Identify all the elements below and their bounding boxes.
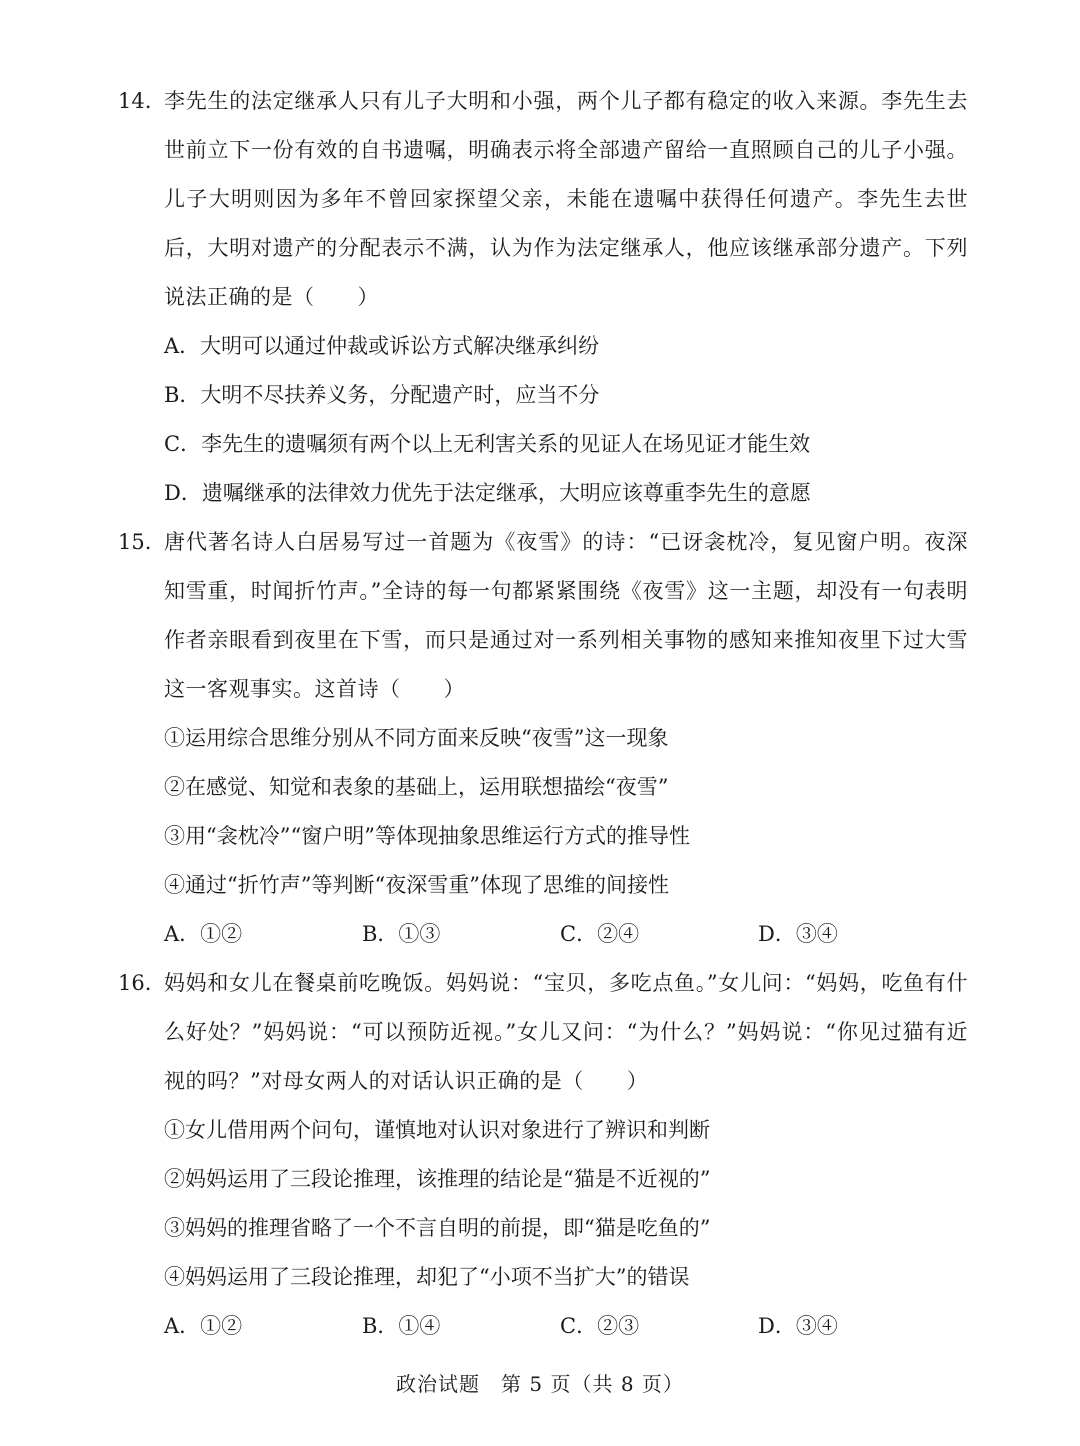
question-stem: 李先生的法定继承人只有儿子大明和小强，两个儿子都有稳定的收入来源。李先生去世前立下一份有效的自书遗嘱，明确表示将全部遗产留给一直照顾自己的儿子小强。儿子大明则因为多年不曾回家探望父亲，未能在遗嘱中获得任何遗产。李先生去世后，大明对遗产的分配表示不满，认为作为法定继承人，他应该继承部分遗产。下列说法正确的是（ ） (164, 89, 968, 309)
statement-3: ③妈妈的推理省略了一个不言自明的前提，即“猫是吃鱼的” (164, 1216, 711, 1240)
page-footer: 政治试题 第 5 页（共 8 页） (396, 1372, 684, 1396)
option-a: A．大明可以通过仲裁或诉讼方式解决继承纠纷 (164, 334, 600, 358)
choice-c: C．②④ (560, 922, 640, 946)
option-c: C．李先生的遗嘱须有两个以上无利害关系的见证人在场见证才能生效 (164, 432, 811, 456)
question-15 (118, 518, 968, 959)
statement-1: ①女儿借用两个问句，谨慎地对认识对象进行了辨识和判断 (164, 1118, 710, 1142)
choice-d: D．③④ (758, 922, 838, 946)
question-16 (118, 959, 968, 1351)
statement-3: ③用“衾枕冷”“窗户明”等体现抽象思维运行方式的推导性 (164, 824, 690, 848)
question-stem: 唐代著名诗人白居易写过一首题为《夜雪》的诗：“已讶衾枕冷，复见窗户明。夜深知雪重，时闻折竹声。”全诗的每一句都紧紧围绕《夜雪》这一主题，却没有一句表明作者亲眼看到夜里在下雪，而只是通过对一系列相关事物的感知来推知夜里下过大雪这一客观事实。这首诗（ ） (164, 530, 968, 701)
choices-row (164, 910, 968, 959)
option-d: D．遗嘱继承的法律效力优先于法定继承，大明应该尊重李先生的意愿 (164, 481, 811, 505)
option-b: B．大明不尽扶养义务，分配遗产时，应当不分 (164, 383, 600, 407)
question-number: 16. (118, 971, 152, 995)
statement-4: ④通过“折竹声”等判断“夜深雪重”体现了思维的间接性 (164, 873, 669, 897)
choice-c: C．②③ (560, 1314, 640, 1338)
question-stem: 妈妈和女儿在餐桌前吃晚饭。妈妈说：“宝贝，多吃点鱼。”女儿问：“妈妈，吃鱼有什么好处？”妈妈说：“可以预防近视。”女儿又问：“为什么？”妈妈说：“你见过猫有近视的吗？”对母女两人的对话认识正确的是（ ） (164, 971, 968, 1093)
choice-a: A．①② (164, 1314, 243, 1338)
statement-4: ④妈妈运用了三段论推理，却犯了“小项不当扩大”的错误 (164, 1265, 690, 1289)
question-number: 14. (118, 89, 152, 113)
choice-b: B．①④ (362, 1314, 441, 1338)
choice-b: B．①③ (362, 922, 441, 946)
choice-a: A．①② (164, 922, 243, 946)
statement-2: ②在感觉、知觉和表象的基础上，运用联想描绘“夜雪” (164, 775, 669, 799)
statement-1: ①运用综合思维分别从不同方面来反映“夜雪”这一现象 (164, 726, 669, 750)
choice-d: D．③④ (758, 1314, 838, 1338)
question-number: 15. (118, 530, 152, 554)
choices-row (164, 1302, 968, 1351)
statement-2: ②妈妈运用了三段论推理，该推理的结论是“猫是不近视的” (164, 1167, 711, 1191)
question-14 (118, 77, 968, 518)
